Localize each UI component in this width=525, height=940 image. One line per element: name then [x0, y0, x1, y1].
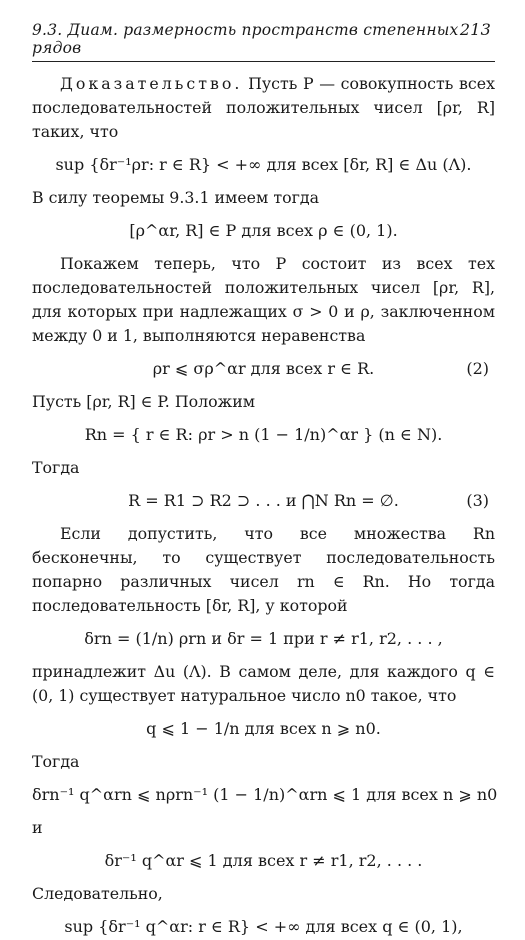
formula-estimate-1: δrn⁻¹ q^αrn ⩽ nρrn⁻¹ (1 − 1/n)^αrn ⩽ 1 для всех n ⩾ n0: [32, 785, 498, 804]
running-title: 9.3. Диам. размерность пространств степенных рядов: [32, 21, 459, 57]
proof-lead: Доказательство.: [60, 74, 243, 93]
paragraph-6: Если допустить, что все множества Rn бесконечны, то существует последовательность попарно различных чисел rn ∈ Rn. Но тогда последовательность [δr, R], у которой: [32, 524, 495, 615]
paragraph-4: Пусть [ρr, R] ∈ P. Положим: [32, 392, 256, 411]
paragraph-10: Следовательно,: [32, 884, 163, 903]
paragraph-5: Тогда: [32, 458, 80, 477]
paragraph-8: Тогда: [32, 752, 80, 771]
equation-number-2: (2): [466, 359, 489, 378]
formula-rn-def: Rn = { r ∈ R: ρr > n (1 − 1/n)^αr } (n ∈ N).: [84, 425, 443, 444]
formula-3-wrap: [32, 488, 495, 514]
paragraph-2: В силу теоремы 9.3.1 имеем тогда: [32, 188, 320, 207]
page-number: 213: [459, 20, 491, 39]
header-rule: [32, 61, 495, 62]
formula-estimate-2: δr⁻¹ q^αr ⩽ 1 для всех r ≠ r1, r2, . . . .: [104, 851, 423, 870]
formula-sup-1: sup {δr⁻¹ρr: r ∈ R} < +∞ для всех [δr, R] ∈ Δu (Λ).: [55, 155, 472, 174]
equation-number-3: (3): [466, 491, 489, 510]
formula-delta-def: δrn = (1/n) ρrn и δr = 1 при r ≠ r1, r2, . . . ,: [84, 629, 443, 648]
running-header: [32, 0, 495, 57]
formula-sup-2: sup {δr⁻¹ q^αr: r ∈ R} < +∞ для всех q ∈ (0, 1),: [64, 917, 463, 936]
formula-3: R = R1 ⊃ R2 ⊃ . . . и ⋂N Rn = ∅.: [128, 491, 399, 510]
paragraph-9: и: [32, 818, 43, 837]
formula-2: ρr ⩽ σρ^αr для всех r ∈ R.: [152, 359, 375, 378]
formula-q-bound: q ⩽ 1 − 1/n для всех n ⩾ n0.: [146, 719, 381, 738]
formula-2-wrap: [32, 356, 495, 382]
paragraph-7: принадлежит Δu (Λ). В самом деле, для каждого q ∈ (0, 1) существует натуральное число n0 такое, что: [32, 662, 495, 705]
formula-rho-alpha: [ρ^αr, R] ∈ P для всех ρ ∈ (0, 1).: [129, 221, 398, 240]
proof-paragraph-1: [32, 72, 495, 144]
proof-text-1: Пусть P — совокупность всех последовательностей положительных чисел [ρr, R] таких, что: [32, 74, 495, 141]
paragraph-3: Покажем теперь, что P состоит из всех тех последовательностей положительных чисел [ρr, R], для которых при надлежащих σ > 0 и ρ, заключенном между 0 и 1, выполняются неравенства: [32, 254, 495, 345]
